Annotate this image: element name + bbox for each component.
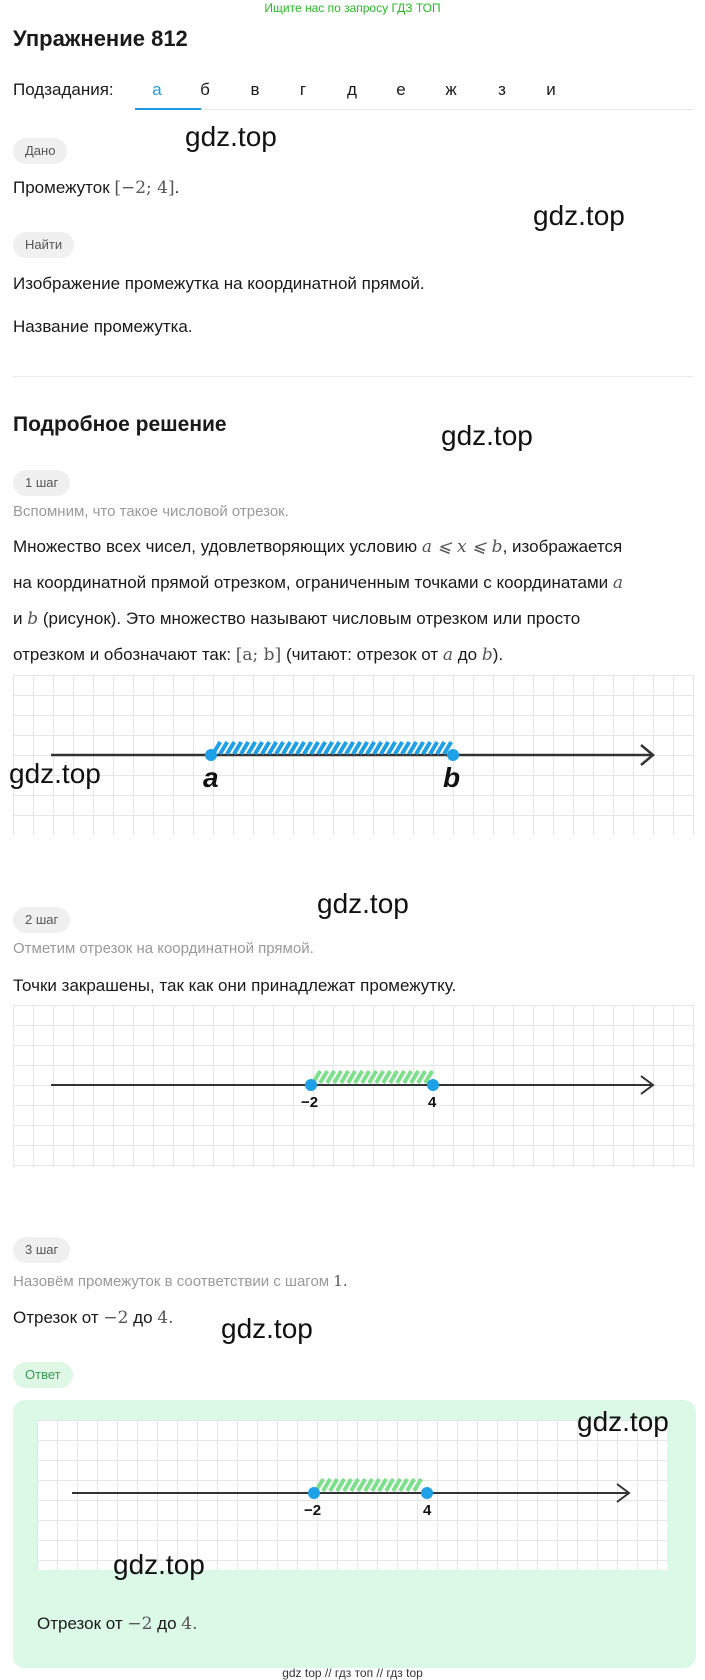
step1-chip: 1 шаг <box>13 470 70 496</box>
step2-chip: 2 шаг <box>13 907 70 933</box>
given-text: Промежуток [−2; 4]. <box>13 178 180 198</box>
tab-g[interactable]: г <box>299 80 307 99</box>
tab-e[interactable]: е <box>396 80 406 99</box>
solution-heading: Подробное решение <box>13 413 227 436</box>
point-4 <box>427 1079 439 1091</box>
tab-b[interactable]: б <box>200 80 210 99</box>
watermark: gdz.top <box>533 200 625 231</box>
step1-number-line-svg <box>13 675 694 835</box>
step1-hatch <box>211 742 451 755</box>
step1-figure <box>13 675 694 835</box>
point-b <box>447 749 459 761</box>
tab-d[interactable]: д <box>347 80 357 99</box>
label-minus-2: −2 <box>304 1502 322 1519</box>
point-minus-2 <box>308 1487 320 1499</box>
label-4: 4 <box>428 1094 437 1111</box>
watermark: gdz.top <box>185 121 277 152</box>
watermark: gdz.top <box>221 1313 313 1344</box>
step2-hatch <box>313 1071 432 1083</box>
answer-chip: Ответ <box>13 1362 73 1388</box>
step3-text: Отрезок от −2 до 4. <box>13 1308 174 1328</box>
step2-number-line-svg <box>13 1005 694 1167</box>
step1-hint: Вспомним, что такое числовой отрезок. <box>13 503 289 520</box>
step1-paragraph: Множество всех чисел, удовлетворяющих условию a ⩽ x ⩽ b, изображается на координатной прямой отрезком, ограниченным точками с координатами a и b (рисунок). Это множество называют числовым отрезком или просто отрезком и обозначают так: [a; b] (читают: отрезок от a до b). <box>13 537 624 665</box>
step2-text: Точки закрашены, так как они принадлежат промежутку. <box>13 976 457 995</box>
step2-figure <box>13 1005 694 1167</box>
point-a <box>205 749 217 761</box>
find-line-1: Изображение промежутка на координатной прямой. <box>13 274 425 293</box>
watermark: gdz.top <box>441 420 533 451</box>
label-b: b <box>443 762 461 793</box>
label-4: 4 <box>423 1502 432 1519</box>
answer-number-line-svg <box>37 1420 667 1570</box>
tabs-rule <box>135 109 693 110</box>
subtasks-label: Подзадания: <box>13 80 114 99</box>
step2-hint: Отметим отрезок на координатной прямой. <box>13 940 314 957</box>
step3-chip: 3 шаг <box>13 1237 70 1263</box>
answer-text: Отрезок от −2 до 4. <box>37 1614 198 1634</box>
given-chip: Дано <box>13 138 67 164</box>
tab-v[interactable]: в <box>250 80 260 99</box>
label-a: a <box>203 762 219 793</box>
given-interval: [−2; 4] <box>114 178 175 198</box>
page-title: Упражнение 812 <box>13 26 188 51</box>
footer-links[interactable]: gdz top // гдз топ // гдз top <box>282 1666 423 1680</box>
watermark: gdz.top <box>113 1549 205 1580</box>
tab-a[interactable]: а <box>152 80 162 99</box>
find-chip: Найти <box>13 232 74 258</box>
watermark: gdz.top <box>317 888 409 919</box>
step3-hint: Назовём промежуток в соответствии с шагом 1. <box>13 1272 348 1290</box>
tab-zh[interactable]: ж <box>445 80 457 99</box>
watermark: gdz.top <box>9 758 101 789</box>
point-4 <box>421 1487 433 1499</box>
label-minus-2: −2 <box>301 1094 319 1111</box>
active-tab-indicator <box>135 108 201 110</box>
top-banner[interactable]: Ищите нас по запросу ГДЗ ТОП <box>264 1 441 15</box>
tab-i[interactable]: и <box>546 80 556 99</box>
tab-z[interactable]: з <box>498 80 506 99</box>
answer-hatch <box>316 1479 421 1491</box>
find-line-2: Название промежутка. <box>13 317 193 336</box>
watermark: gdz.top <box>577 1406 669 1437</box>
answer-figure <box>37 1420 667 1570</box>
section-divider <box>13 376 693 377</box>
point-minus-2 <box>305 1079 317 1091</box>
